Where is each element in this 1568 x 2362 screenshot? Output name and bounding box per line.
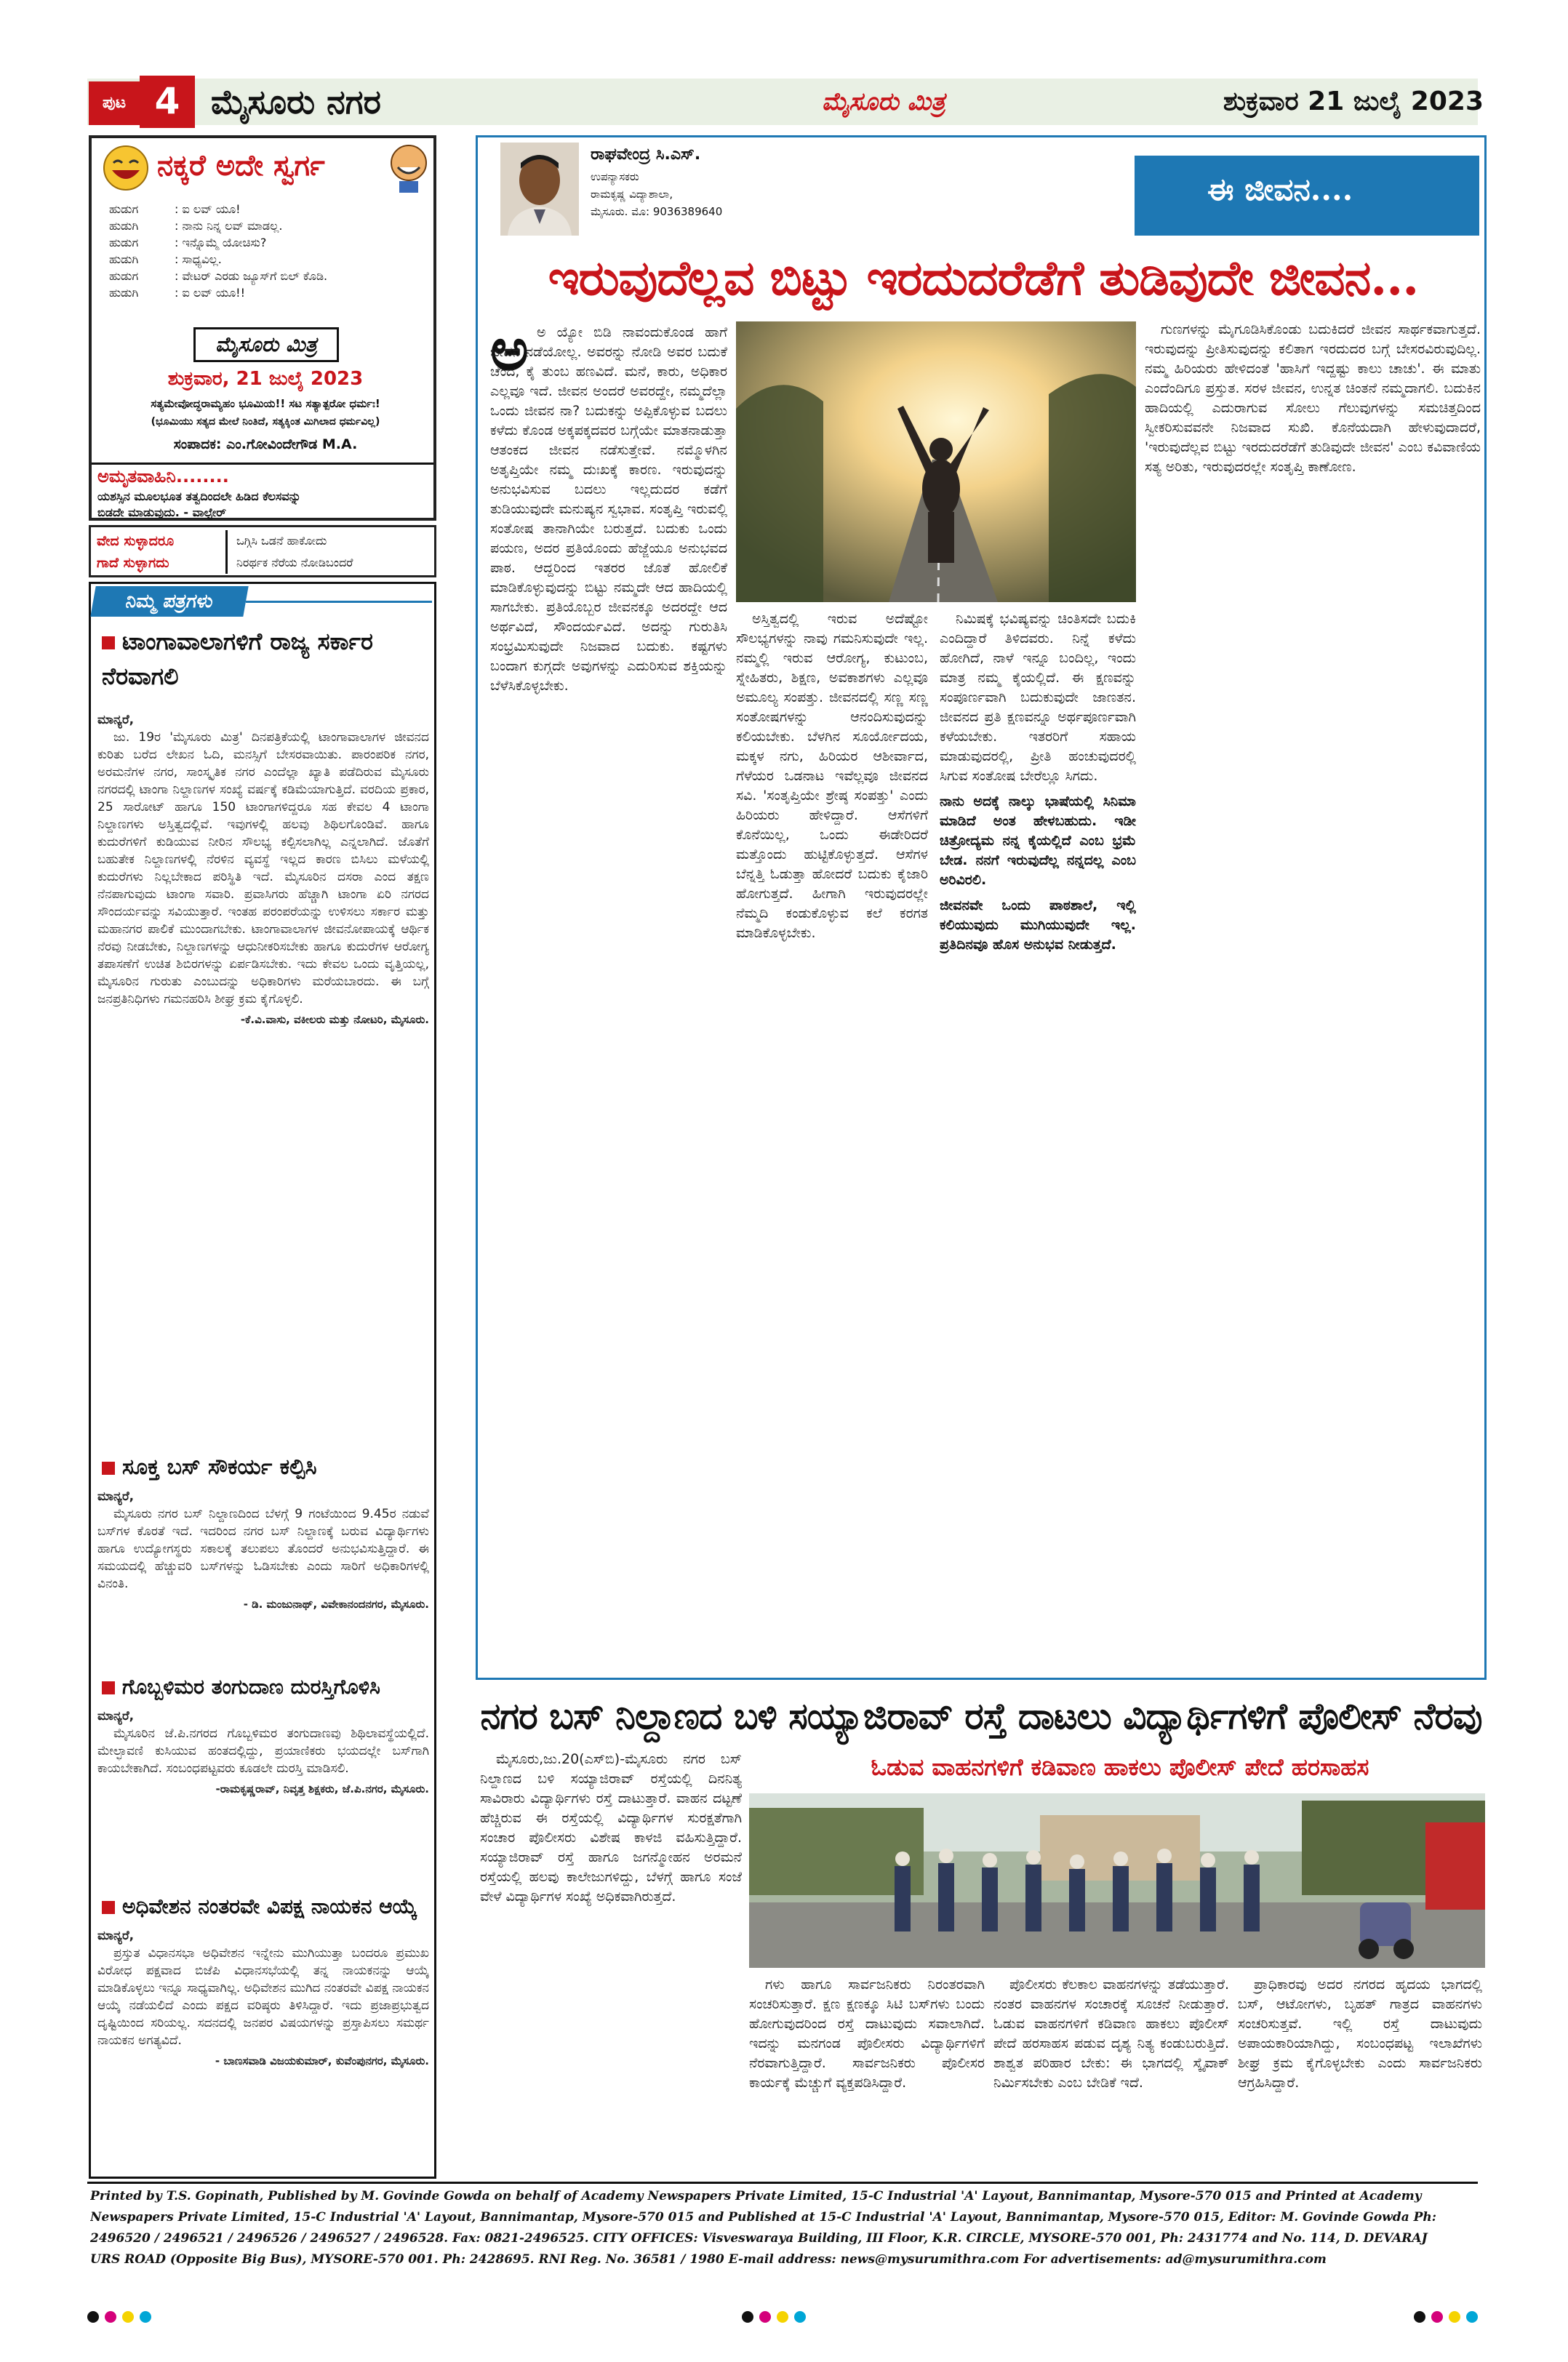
proverb-left: ವೇದ ಸುಳ್ಳಾದರೂ ಗಾದೆ ಸುಳ್ಳಾಗದು bbox=[97, 530, 228, 574]
paper-logo: ಮೈಸೂರು ಮಿತ್ರ bbox=[193, 327, 339, 362]
humor-line: ಹುಡುಗ : ಇನ್ನೊಮ್ಮೆ ಯೋಚಿಸು? bbox=[109, 236, 267, 249]
bullet-square-icon bbox=[102, 1901, 115, 1914]
feature-column-2: ಅಸ್ತಿತ್ವದಲ್ಲಿ ಇರುವ ಅದೆಷ್ಟೋ ಸೌಲಭ್ಯಗಳನ್ನು ನಾವು ಗಮನಿಸುವುದೇ ಇಲ್ಲ. ನಮ್ಮಲ್ಲಿ ಇರುವ ಆರೋಗ್ಯ, ಕುಟುಂಬ, ಸ್ನೇಹಿತರು, ಶಿಕ್ಷಣ, ಅವಕಾಶಗಳು ಎಲ್ಲವೂ ಅಮೂಲ್ಯ ಸಂಪತ್ತು. ಜೀವನದಲ್ಲಿ ಸಣ್ಣ ಸಣ್ಣ ಸಂತೋಷಗಳನ್ನು ಆನಂದಿಸುವುದನ್ನು ಕಲಿಯಬೇಕು. ಬೆಳಗಿನ ಸೂರ್ಯೋದಯ, ಮಕ್ಕಳ ನಗು, ಹಿರಿಯರ ಆಶೀರ್ವಾದ, ಗೆಳೆಯರ ಒಡನಾಟ ಇವೆಲ್ಲವೂ ಜೀವನದ ಸವಿ. 'ಸಂತೃಪ್ತಿಯೇ ಶ್ರೇಷ್ಠ ಸಂಪತ್ತು' ಎಂದು ಹಿರಿಯರು ಹೇಳಿದ್ದಾರೆ. ಆಸೆಗಳಿಗೆ ಕೊನೆಯಿಲ್ಲ, ಒಂದು ಈಡೇರಿದರೆ ಮತ್ತೊಂದು ಹುಟ್ಟಿಕೊಳ್ಳುತ್ತದೆ. ಆಸೆಗಳ ಬೆನ್ನತ್ತಿ ಓಡುತ್ತಾ ಹೋದರೆ ಬದುಕು ಕೈಜಾರಿ ಹೋಗುತ್ತದೆ. ಹೀಗಾಗಿ ಇರುವುದರಲ್ಲೇ ನೆಮ್ಮದಿ ಕಂಡುಕೊಳ್ಳುವ ಕಲೆ ಕರಗತ ಮಾಡಿಕೊಳ್ಳಬೇಕು. bbox=[736, 611, 928, 941]
bullet-square-icon bbox=[102, 1462, 115, 1475]
amruta-title: ಅಮೃತವಾಹಿನಿ........ bbox=[97, 466, 229, 487]
proverb-box bbox=[89, 525, 436, 577]
letter-headline: ಅಧಿವೇಶನ ನಂತರವೇ ವಿಪಕ್ಷ ನಾಯಕನ ಆಯ್ಕೆ bbox=[102, 1889, 429, 1924]
amruta-quote: ಯಶಸ್ಸಿನ ಮೂಲಭೂತ ತತ್ವದಿಂದಲೇ ಹಿಡಿದ ಕೆಲಸವನ್ನು bbox=[97, 489, 301, 503]
humor-line: ಹುಡುಗ : ಐ ಲವ್ ಯೂ! bbox=[109, 202, 241, 216]
author-contact: ಮೈಸೂರು. ಮೊ: 9036389640 bbox=[591, 205, 723, 218]
letter-headline: ಸೂಕ್ತ ಬಸ್ ಸೌಕರ್ಯ ಕಲ್ಪಿಸಿ bbox=[102, 1450, 429, 1485]
registration-dot-yellow bbox=[1449, 2311, 1460, 2323]
humor-dialogue bbox=[109, 201, 429, 317]
letters-rule bbox=[246, 601, 432, 603]
registration-dot-magenta bbox=[105, 2311, 116, 2323]
letter-headline: ಟಾಂಗಾವಾಲಾಗಳಿಗೆ ರಾಜ್ಯ ಸರ್ಕಾರ ನೆರವಾಗಲಿ bbox=[102, 628, 373, 690]
feature-photo bbox=[736, 321, 1136, 602]
section-name: ಮೈಸೂರು ನಗರ bbox=[211, 82, 381, 121]
feature-column-4 bbox=[1145, 243, 1481, 250]
news-column-4: ಪ್ರಾಧಿಕಾರವು ಅದರ ನಗರದ ಹೃದಯ ಭಾಗದಲ್ಲಿ ಬಸ್, ಆಟೋಗಳು, ಬೃಹತ್ ಗಾತ್ರದ ವಾಹನಗಳು ಸಂಚರಿಸುತ್ತವೆ. ಇಲ್ಲಿ ರಸ್ತೆ ದಾಟುವುದು ಅಪಾಯಕಾರಿಯಾಗಿದ್ದು, ಸಂಬಂಧಪಟ್ಟ ಇಲಾಖೆಗಳು ಶೀಘ್ರ ಕ್ರಮ ಕೈಗೊಳ್ಳಬೇಕು ಎಂದು ಸಾರ್ವಜನಿಕರು ಆಗ್ರಹಿಸಿದ್ದಾರೆ. bbox=[1238, 1977, 1482, 2091]
editor-line: ಸಂಪಾದಕ: ಎಂ.ಗೋವಿಂದೇಗೌಡ M.A. bbox=[173, 436, 358, 452]
news-subheadline: ಓಡುವ ವಾಹನಗಳಿಗೆ ಕಡಿವಾಣ ಹಾಕಲು ಪೊಲೀಸ್ ಪೇದೆ ಹರಸಾಹಸ bbox=[871, 1753, 1369, 1781]
registration-dot-cyan bbox=[794, 2311, 806, 2323]
amruta-box bbox=[92, 463, 433, 521]
motto-translation: (ಭೂಮಿಯು ಸತ್ಯದ ಮೇಲೆ ನಿಂತಿದೆ, ಸತ್ಯಕ್ಕಿಂತ ಮಿಗಿಲಾದ ಧರ್ಮವಿಲ್ಲ) bbox=[151, 416, 380, 428]
motto-line: ಸತ್ಯಮೇವೋದ್ಧರಾಮ್ಯಹಂ ಭೂಮಿಯ!! ಸಟ ಸತ್ಯಾತ್ಪರೋ ಧರ್ಮಃ! bbox=[151, 397, 380, 410]
proverb-right: ಒಗ್ಗಿಸಿ ಒಡನೆ ಹಾಕೋದು ನಿರರ್ಥಕ ನೆರೆಯ ನೋಡಿಬಂದರೆ bbox=[236, 534, 353, 569]
amruta-quote-2: ಬಿಡದೇ ಮಾಡುವುದು. - ವಾಲ್ಟೇರ್ bbox=[97, 505, 226, 519]
registration-dot-magenta bbox=[1431, 2311, 1443, 2323]
news-headline: ನಗರ ಬಸ್ ನಿಲ್ದಾಣದ ಬಳಿ ಸಯ್ಯಾಜಿರಾವ್ ರಸ್ತೆ ದಾಟಲು ವಿದ್ಯಾರ್ಥಿಗಳಿಗೆ ಪೊಲೀಸ್ ನೆರವು bbox=[480, 1694, 1482, 1737]
author-photo bbox=[500, 143, 579, 236]
registration-dot-yellow bbox=[777, 2311, 788, 2323]
humor-line: ಹುಡುಗಿ : ಐ ಲವ್ ಯೂ!! bbox=[109, 286, 245, 300]
news-column-2: ಗಳು ಹಾಗೂ ಸಾರ್ವಜನಿಕರು ನಿರಂತರವಾಗಿ ಸಂಚರಿಸುತ್ತಾರೆ. ಕ್ಷಣ ಕ್ಷಣಕ್ಕೂ ಸಿಟಿ ಬಸ್‌ಗಳು ಬಂದು ಹೋಗುವುದರಿಂದ ರಸ್ತೆ ದಾಟುವುದು ಸವಾಲಾಗಿದೆ. ಇದನ್ನು ಮನಗಂಡ ಪೊಲೀಸರು ವಿದ್ಯಾರ್ಥಿಗಳಿಗೆ ನೆರವಾಗುತ್ತಿದ್ದಾರೆ. ಸಾರ್ವಜನಿಕರು ಪೊಲೀಸರ ಕಾರ್ಯಕ್ಕೆ ಮೆಚ್ಚುಗೆ ವ್ಯಕ್ತಪಡಿಸಿದ್ದಾರೆ. bbox=[749, 1977, 985, 2091]
registration-dot-black bbox=[742, 2311, 753, 2323]
registration-dot-yellow bbox=[122, 2311, 134, 2323]
feature-column-1: ಅ ಯ್ಯೋ ಬಿಡಿ ನಾವಂದುಕೊಂಡ ಹಾಗೆ ಜೀವನ ನಡೆಯೋಲ್ಲ. ಅವರನ್ನು ನೋಡಿ ಅವರ ಬದುಕೆ ಚೆಂದ, ಕೈ ತುಂಬ ಹಣವಿದೆ. ಮನೆ, ಕಾರು, ಅಧಿಕಾರ ಎಲ್ಲವೂ ಇದೆ. ಜೀವನ ಅಂದರೆ ಅವರದ್ದೇ, ನಮ್ಮದೆಲ್ಲಾ ಒಂದು ಜೀವನ ನಾ? ಬದುಕನ್ನು ಅಪ್ಪಿಕೊಳ್ಳುವ ಬದಲು ಕಳೆದು ಕೊಂಡ ಅಕ್ಕಪಕ್ಕದವರ ಬಗ್ಗೆಯೇ ಮಾತನಾಡುತ್ತಾ ಆತಂಕದ ಜೀವನ ನಡೆಸುತ್ತೇವೆ. ನಮ್ಮೊಳಗಿನ ಅತೃಪ್ತಿಯೇ ನಮ್ಮ ದುಃಖಕ್ಕೆ ಕಾರಣ. ಇರುವುದನ್ನು ಅನುಭವಿಸುವ ಬದಲು ಇಲ್ಲದುದರ ಕಡೆಗೆ ತುಡಿಯುವುದೇ ಮನುಷ್ಯನ ಸ್ವಭಾವ. ಸಂತೃಪ್ತಿ ಇರುವಲ್ಲಿ ಸಂತೋಷ ತಾನಾಗಿಯೇ ಬರುತ್ತದೆ. ಬದುಕು ಒಂದು ಪಯಣ, ಅದರ ಪ್ರತಿಯೊಂದು ಹೆಜ್ಜೆಯೂ ಅನುಭವದ ಪಾಠ. ಆದ್ದರಿಂದ ಇತರರ ಜೊತೆ ಹೋಲಿಕೆ ಮಾಡಿಕೊಳ್ಳುವುದನ್ನು ಬಿಟ್ಟು ನಮ್ಮದೇ ಆದ ಹಾದಿಯಲ್ಲಿ ಸಾಗಬೇಕು. ಪ್ರತಿಯೊಬ್ಬರ ಜೀವನಕ್ಕೂ ಅದರದ್ದೇ ಆದ ಅರ್ಥವಿದೆ, ಸೌಂದರ್ಯವಿದೆ. ಅದನ್ನು ಗುರುತಿಸಿ ಸಂಭ್ರಮಿಸುವುದೇ ನಿಜವಾದ ಬದುಕು. ಕಷ್ಟಗಳು ಬಂದಾಗ ಕುಗ್ಗದೇ ಅವುಗಳನ್ನು ಎದುರಿಸುವ ಶಕ್ತಿಯನ್ನು ಬೆಳೆಸಿಕೊಳ್ಳಬೇಕು. bbox=[490, 324, 727, 694]
humor-line: ಹುಡುಗಿ : ನಾನು ನಿನ್ನ ಲವ್ ಮಾಡಲ್ಲ. bbox=[109, 219, 283, 233]
series-tag: ಈ ಜೀವನ.... bbox=[1207, 172, 1353, 207]
feature-headline: ಇರುವುದೆಲ್ಲವ ಬಿಟ್ಟು ಇರದುದರೆಡೆಗೆ ತುಡಿವುದೇ ಜೀವನ... bbox=[548, 249, 1419, 306]
letter-body: ಮಾನ್ಯರೆ, ಪ್ರಸ್ತುತ ವಿಧಾನಸಭಾ ಅಧಿವೇಶನ ಇನ್ನೇನು ಮುಗಿಯುತ್ತಾ ಬಂದರೂ ಪ್ರಮುಖ ವಿರೋಧ ಪಕ್ಷವಾದ ಬಿಜೆಪಿ ವಿಧಾನಸಭೆಯಲ್ಲಿ ತನ್ನ ನಾಯಕನನ್ನು ಆಯ್ಕೆ ಮಾಡಿಕೊಳ್ಳಲು ಇನ್ನೂ ಸಾಧ್ಯವಾಗಿಲ್ಲ. ಅಧಿವೇಶನ ಮುಗಿದ ನಂತರವೇ ವಿಪಕ್ಷ ನಾಯಕನ ಆಯ್ಕೆ ನಡೆಯಲಿದೆ ಎಂದು ಪಕ್ಷದ ವರಿಷ್ಠರು ತಿಳಿಸಿದ್ದಾರೆ. ಇದು ಪ್ರಜಾಪ್ರಭುತ್ವದ ದೃಷ್ಟಿಯಿಂದ ಸರಿಯಲ್ಲ. ಸದನದಲ್ಲಿ ಜನಪರ ವಿಷಯಗಳನ್ನು ಪ್ರಸ್ತಾಪಿಸಲು ಸಮರ್ಥ ನಾಯಕನ ಅಗತ್ಯವಿದೆ. - ಬಾಣಸವಾಡಿ ವಿಜಯಕುಮಾರ್, ಕುವೆಂಪುನಗರ, ಮೈಸೂರು. bbox=[97, 1929, 429, 2067]
registration-dot-black bbox=[87, 2311, 99, 2323]
letter-body: ಮಾನ್ಯರೆ, ಜು. 19ರ 'ಮೈಸೂರು ಮಿತ್ರ' ದಿನಪತ್ರಿಕೆಯಲ್ಲಿ ಟಾಂಗಾವಾಲಾಗಳ ಜೀವನದ ಕುರಿತು ಬರೆದ ಲೇಖನ ಓದಿ, ಮನಸ್ಸಿಗೆ ಬೇಸರವಾಯಿತು. ಪಾರಂಪರಿಕ ನಗರ, ಅರಮನೆಗಳ ನಗರ, ಸಾಂಸ್ಕೃತಿಕ ನಗರ ಎಂದೆಲ್ಲಾ ಖ್ಯಾತಿ ಪಡೆದಿರುವ ಮೈಸೂರು ನಗರದಲ್ಲಿ ಟಾಂಗಾ ನಿಲ್ದಾಣಗಳ ಸಂಖ್ಯೆ ವರ್ಷಕ್ಕೆ ಕಡಿಮೆಯಾಗುತ್ತಿದೆ. ವರದಿಯ ಪ್ರಕಾರ, 25 ಸಾರೋಟ್ ಹಾಗೂ 150 ಟಾಂಗಾಗಳಿದ್ದರೂ ಸಹ ಕೇವಲ 4 ಟಾಂಗಾ ನಿಲ್ದಾಣಗಳು ಅಸ್ತಿತ್ವದಲ್ಲಿವೆ. ಇವುಗಳಲ್ಲಿ ಹಲವು ಶಿಥಿಲಗೊಂಡಿವೆ. ಹಾಗೂ ಕುದುರೆಗಳಿಗೆ ಕುಡಿಯುವ ನೀರಿನ ಸೌಲಭ್ಯ ಕಲ್ಪಿಸಲಾಗಿಲ್ಲ ಎನ್ನಲಾಗಿದೆ. ಜೊತೆಗೆ ಬಹುತೇಕ ನಿಲ್ದಾಣಗಳಲ್ಲಿ ನೆರಳಿನ ವ್ಯವಸ್ಥೆ ಇಲ್ಲದ ಕಾರಣ ಬಿಸಿಲು ಮಳೆಯಲ್ಲಿ ಕುದುರೆಗಳು ನಿಲ್ಲಬೇಕಾದ ಪರಿಸ್ಥಿತಿ ಇದೆ. ಮೈಸೂರಿನ ದಸರಾ ಎಂದ ತಕ್ಷಣ ನೆನಪಾಗುವುದು ಟಾಂಗಾ ಸವಾರಿ. ಪ್ರವಾಸಿಗರು ಹೆಚ್ಚಾಗಿ ಟಾಂಗಾ ಏರಿ ನಗರದ ಸೌಂದರ್ಯವನ್ನು ಸವಿಯುತ್ತಾರೆ. ಇಂತಹ ಪರಂಪರೆಯನ್ನು ಉಳಿಸಲು ಸರ್ಕಾರ ಮತ್ತು ಮಹಾನಗರ ಪಾಲಿಕೆ ಮುಂದಾಗಬೇಕು. ಟಾಂಗಾವಾಲಾಗಳ ಜೀವನೋಪಾಯಕ್ಕೆ ಆರ್ಥಿಕ ನೆರವು ನೀಡಬೇಕು, ನಿಲ್ದಾಣಗಳನ್ನು ಆಧುನೀಕರಿಸಬೇಕು ಹಾಗೂ ಕುದುರೆಗಳ ಆರೋಗ್ಯ ತಪಾಸಣೆಗೆ ಉಚಿತ ಶಿಬಿರಗಳನ್ನು ಏರ್ಪಡಿಸಬೇಕು. ಇದು ಕೇವಲ ಒಂದು ವೃತ್ತಿಯಲ್ಲ, ಮೈಸೂರಿನ ಗುರುತು ಎಂಬುದನ್ನು ಅಧಿಕಾರಿಗಳು ಮರೆಯಬಾರದು. ಈ ಬಗ್ಗೆ ಜನಪ್ರತಿನಿಧಿಗಳು ಗಮನಹರಿಸಿ ಶೀಘ್ರ ಕ್ರಮ ಕೈಗೊಳ್ಳಲಿ. -ಕೆ.ವಿ.ವಾಸು, ವಕೀಲರು ಮತ್ತು ನೋಟರಿ, ಮೈಸೂರು. bbox=[97, 713, 429, 1026]
drop-cap: ಅ bbox=[490, 315, 529, 383]
laugh-icon bbox=[100, 143, 151, 193]
page-label: ಪುಟ bbox=[89, 81, 140, 125]
pull-quote: ನಾನು ಅದಕ್ಕೆ ನಾಲ್ಕು ಭಾಷೆಯಲ್ಲಿ ಸಿನಿಮಾ ಮಾಡಿದೆ ಅಂತ ಹೇಳಬಹುದು. ಇಡೀ ಚಿತ್ರೋದ್ಯಮ ನನ್ನ ಕೈಯಲ್ಲಿದೆ ಎಂಬ ಭ್ರಮೆ ಬೇಡ. ನನಗೆ ಇರುವುದೆಲ್ಲ ನನ್ನದಲ್ಲ ಎಂಬ ಅರಿವಿರಲಿ. bbox=[940, 793, 1136, 888]
grin-icon bbox=[386, 141, 431, 193]
author-org: ರಾಮಕೃಷ್ಣ ವಿದ್ಯಾಶಾಲಾ, bbox=[591, 188, 673, 201]
bullet-square-icon bbox=[102, 1681, 115, 1694]
feature-column-4: ಗುಣಗಳನ್ನು ಮೈಗೂಡಿಸಿಕೊಂಡು ಬದುಕಿದರೆ ಜೀವನ ಸಾರ್ಥಕವಾಗುತ್ತದೆ. ಇರುವುದನ್ನು ಪ್ರೀತಿಸುವುದನ್ನು ಕಲಿತಾಗ ಇರದುದರ ಬಗ್ಗೆ ಬೇಸರವಿರುವುದಿಲ್ಲ. ನಮ್ಮ ಹಿರಿಯರು ಹೇಳಿದಂತೆ 'ಹಾಸಿಗೆ ಇದ್ದಷ್ಟು ಕಾಲು ಚಾಚು'. ಈ ಮಾತು ಎಂದೆಂದಿಗೂ ಪ್ರಸ್ತುತ. ಸರಳ ಜೀವನ, ಉನ್ನತ ಚಿಂತನೆ ನಮ್ಮದಾಗಲಿ. ಬದುಕಿನ ಹಾದಿಯಲ್ಲಿ ಎದುರಾಗುವ ಸೋಲು ಗೆಲುವುಗಳನ್ನು ಸಮಚಿತ್ತದಿಂದ ಸ್ವೀಕರಿಸುವವನೇ ನಿಜವಾದ ಸುಖಿ. ಕೊನೆಯದಾಗಿ ಹೇಳುವುದಾದರೆ, 'ಇರುವುದೆಲ್ಲವ ಬಿಟ್ಟು ಇರದುದರೆಡೆಗೆ ತುಡಿವುದೇ ಜೀವನ' ಎಂಬ ಕವಿವಾಣಿಯ ಸತ್ಯ ಅರಿತು, ಇರುವುದರಲ್ಲೇ ಸಂತೃಪ್ತಿ ಕಾಣೋಣ. bbox=[1145, 321, 1481, 475]
registration-dot-cyan bbox=[1466, 2311, 1478, 2323]
humor-date: ಶುಕ್ರವಾರ, 21 ಜುಲೈ 2023 bbox=[167, 368, 364, 390]
registration-dot-cyan bbox=[140, 2311, 151, 2323]
author-name: ರಾಘವೇಂದ್ರ ಸಿ.ಎಸ್. bbox=[591, 145, 701, 164]
news-column-3: ಪೊಲೀಸರು ಕೆಲಕಾಲ ವಾಹನಗಳನ್ನು ತಡೆಯುತ್ತಾರೆ. ನಂತರ ವಾಹನಗಳ ಸಂಚಾರಕ್ಕೆ ಸೂಚನೆ ನೀಡುತ್ತಾರೆ. ಓಡುವ ವಾಹನಗಳಿಗೆ ಕಡಿವಾಣ ಹಾಕಲು ಪೊಲೀಸ್ ಪೇದೆ ಹರಸಾಹಸ ಪಡುವ ದೃಶ್ಯ ನಿತ್ಯ ಕಂಡುಬರುತ್ತಿದೆ. ಶಾಶ್ವತ ಪರಿಹಾರ ಬೇಕು: ಈ ಭಾಗದಲ್ಲಿ ಸ್ಕೈವಾಕ್ ನಿರ್ಮಿಸಬೇಕು ಎಂಬ ಬೇಡಿಕೆ ಇದೆ. bbox=[993, 1977, 1229, 2091]
humor-line: ಹುಡುಗಿ : ಸಾಧ್ಯವಿಲ್ಲ. bbox=[109, 252, 222, 266]
imprint-rule bbox=[87, 2182, 1478, 2184]
registration-dot-magenta bbox=[759, 2311, 771, 2323]
registration-dot-black bbox=[1414, 2311, 1425, 2323]
issue-date: ಶುಕ್ರವಾರ 21 ಜುಲೈ 2023 bbox=[1223, 87, 1484, 116]
news-photo bbox=[749, 1793, 1485, 1968]
news-column-1: ಮೈಸೂರು,ಜು.20(ಎಸ್‌ಬಿ)-ಮೈಸೂರು ನಗರ ಬಸ್ ನಿಲ್ದಾಣದ ಬಳಿ ಸಯ್ಯಾಜಿರಾವ್ ರಸ್ತೆಯಲ್ಲಿ ದಿನನಿತ್ಯ ಸಾವಿರಾರು ವಿದ್ಯಾರ್ಥಿಗಳು ರಸ್ತೆ ದಾಟುತ್ತಾರೆ. ವಾಹನ ದಟ್ಟಣೆ ಹೆಚ್ಚಿರುವ ಈ ರಸ್ತೆಯಲ್ಲಿ ವಿದ್ಯಾರ್ಥಿಗಳ ಸುರಕ್ಷತೆಗಾಗಿ ಸಂಚಾರ ಪೊಲೀಸರು ವಿಶೇಷ ಕಾಳಜಿ ವಹಿಸುತ್ತಿದ್ದಾರೆ. ಸಯ್ಯಾಜಿರಾವ್ ರಸ್ತೆ ಹಾಗೂ ಜಗನ್ಮೋಹನ ಅರಮನೆ ರಸ್ತೆಯಲ್ಲಿ ಹಲವು ಕಾಲೇಜುಗಳಿದ್ದು, ಬೆಳಗ್ಗೆ ಹಾಗೂ ಸಂಜೆ ವೇಳೆ ವಿದ್ಯಾರ್ಥಿಗಳ ಸಂಖ್ಯೆ ಅಧಿಕವಾಗಿರುತ್ತದೆ. bbox=[480, 1751, 742, 1905]
letters-title-banner: ನಿಮ್ಮ ಪತ್ರಗಳು bbox=[90, 586, 248, 617]
pull-quote: ಜೀವನವೇ ಒಂದು ಪಾಠಶಾಲೆ, ಇಲ್ಲಿ ಕಲಿಯುವುದು ಮುಗಿಯುವುದೇ ಇಲ್ಲ. ಪ್ರತಿದಿನವೂ ಹೊಸ ಅನುಭವ ನೀಡುತ್ತದೆ. bbox=[940, 897, 1136, 953]
humor-line: ಹುಡುಗ : ವೇಟರ್ ಎರಡು ಜ್ಯೂಸ್‌ಗೆ ಬಿಲ್ ಕೊಡಿ. bbox=[109, 269, 328, 283]
humor-title: ನಕ್ಕರೆ ಅದೇ ಸ್ವರ್ಗ bbox=[157, 148, 325, 183]
page-number: 4 bbox=[140, 76, 195, 128]
humor-box bbox=[89, 135, 436, 521]
feature-column-3: ನಿಮಿಷಕ್ಕೆ ಭವಿಷ್ಯವನ್ನು ಚಿಂತಿಸದೇ ಬದುಕಿ ಎಂದಿದ್ದಾರೆ ತಿಳಿದವರು. ನಿನ್ನೆ ಕಳೆದು ಹೋಗಿದೆ, ನಾಳೆ ಇನ್ನೂ ಬಂದಿಲ್ಲ, ಇಂದು ಮಾತ್ರ ನಮ್ಮ ಕೈಯಲ್ಲಿದೆ. ಈ ಕ್ಷಣವನ್ನು ಸಂಪೂರ್ಣವಾಗಿ ಬದುಕುವುದೇ ಜಾಣತನ. ಜೀವನದ ಪ್ರತಿ ಕ್ಷಣವನ್ನೂ ಅರ್ಥಪೂರ್ಣವಾಗಿ ಕಳೆಯಬೇಕು. ಇತರರಿಗೆ ಸಹಾಯ ಮಾಡುವುದರಲ್ಲಿ, ಪ್ರೀತಿ ಹಂಚುವುದರಲ್ಲಿ ಸಿಗುವ ಸಂತೋಷ ಬೇರೆಲ್ಲೂ ಸಿಗದು. ನಾನು ಅದಕ್ಕೆ ನಾಲ್ಕು ಭಾಷೆಯಲ್ಲಿ ಸಿನಿಮಾ ಮಾಡಿದೆ ಅಂತ ಹೇಳಬಹುದು. ಇಡೀ ಚಿತ್ರೋದ್ಯಮ ನನ್ನ ಕೈಯಲ್ಲಿದೆ ಎಂಬ ಭ್ರಮೆ ಬೇಡ. ನನಗೆ ಇರುವುದೆಲ್ಲ ನನ್ನದಲ್ಲ ಎಂಬ ಅರಿವಿರಲಿ. ಜೀವನವೇ ಒಂದು ಪಾಠಶಾಲೆ, ಇಲ್ಲಿ ಕಲಿಯುವುದು ಮುಗಿಯುವುದೇ ಇಲ್ಲ. ಪ್ರತಿದಿನವೂ ಹೊಸ ಅನುಭವ ನೀಡುತ್ತದೆ. bbox=[940, 609, 1136, 1674]
bullet-square-icon bbox=[102, 636, 115, 649]
letter-headline: ಗೊಬ್ಬಳಿಮರ ತಂಗುದಾಣ ದುರಸ್ತಿಗೊಳಿಸಿ bbox=[102, 1670, 429, 1705]
paper-name: ಮೈಸೂರು ಮಿತ್ರ bbox=[822, 87, 945, 116]
imprint: Printed by T.S. Gopinath, Published by M. Govinde Gowda on behalf of Academy Newspapers Private Limited, 15-C Industrial 'A' Layout, Bannimantap, Mysore-570 015 and Printed at Academy Newspapers Private Limited, 15-C Industrial 'A' Layout, Bannimantap, Mysore-570 015 and Published at 15-C Industrial 'A' Layout, Bannimantap, Mysore-570 015, Editor: M. Govinde Gowda Ph: 2496520 / 2496521 / 2496526 / 2496527 / 2496528. Fax: 0821-2496525. CITY OFFICES: Visveswaraya Building, III Floor, K.R. CIRCLE, MYSORE-570 001, Ph: 2431774 and No. 114, D. DEVARAJ URS ROAD (Opposite Big Bus), MYSORE-570 001. Ph: 2428695. RNI Reg. No. 36581 / 1980 E-mail address: news@mysurumithra.com For advertisements: ad@mysurumithra.com bbox=[90, 2189, 1437, 2267]
letter-body: ಮಾನ್ಯರೆ, ಮೈಸೂರು ನಗರ ಬಸ್ ನಿಲ್ದಾಣದಿಂದ ಬೆಳಗ್ಗೆ 9 ಗಂಟೆಯಿಂದ 9.45ರ ನಡುವೆ ಬಸ್‌ಗಳ ಕೊರತೆ ಇದೆ. ಇದರಿಂದ ನಗರ ಬಸ್ ನಿಲ್ದಾಣಕ್ಕೆ ಬರುವ ವಿದ್ಯಾರ್ಥಿಗಳು ಹಾಗೂ ಉದ್ಯೋಗಸ್ಥರು ಸಕಾಲಕ್ಕೆ ತಲುಪಲು ತೊಂದರೆ ಅನುಭವಿಸುತ್ತಿದ್ದಾರೆ. ಈ ಸಮಯದಲ್ಲಿ ಹೆಚ್ಚುವರಿ ಬಸ್‌ಗಳನ್ನು ಓಡಿಸಬೇಕು ಎಂದು ಸಾರಿಗೆ ಅಧಿಕಾರಿಗಳಲ್ಲಿ ವಿನಂತಿ. - ಡಿ. ಮಂಜುನಾಥ್, ವಿವೇಕಾನಂದನಗರ, ಮೈಸೂರು. bbox=[97, 1489, 429, 1611]
letter-body: ಮಾನ್ಯರೆ, ಮೈಸೂರಿನ ಜೆ.ಪಿ.ನಗರದ ಗೊಬ್ಬಳಿಮರ ತಂಗುದಾಣವು ಶಿಥಿಲಾವಸ್ಥೆಯಲ್ಲಿದೆ. ಮೇಲ್ಛಾವಣಿ ಕುಸಿಯುವ ಹಂತದಲ್ಲಿದ್ದು, ಪ್ರಯಾಣಿಕರು ಭಯದಲ್ಲೇ ಬಸ್‌ಗಾಗಿ ಕಾಯಬೇಕಾಗಿದೆ. ಸಂಬಂಧಪಟ್ಟವರು ಕೂಡಲೇ ದುರಸ್ತಿ ಮಾಡಿಸಲಿ. -ರಾಮಕೃಷ್ಣರಾವ್, ನಿವೃತ್ತ ಶಿಕ್ಷಕರು, ಜೆ.ಪಿ.ನಗರ, ಮೈಸೂರು. bbox=[97, 1709, 429, 1795]
author-role: ಉಪನ್ಯಾಸಕರು bbox=[591, 170, 639, 183]
